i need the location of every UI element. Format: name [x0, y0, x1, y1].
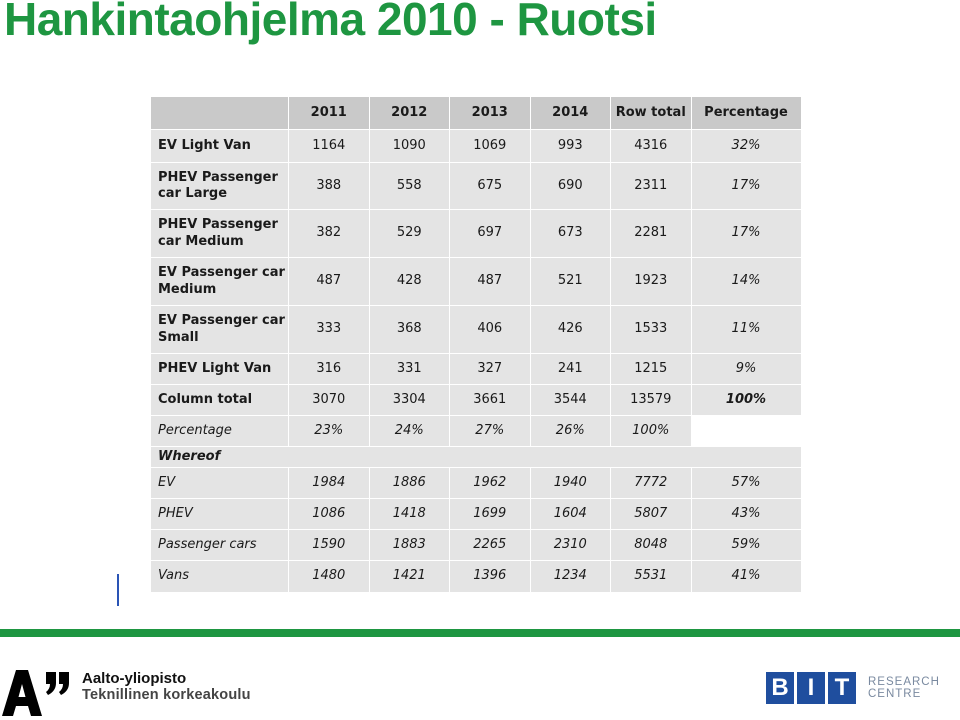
table-cell: 11%	[691, 306, 801, 354]
table-row	[151, 163, 802, 210]
table-row	[151, 258, 802, 306]
table-cell: 7772	[611, 468, 692, 499]
table-row	[151, 468, 802, 499]
table-cell: 1069	[450, 130, 531, 163]
table-cell: 1215	[611, 354, 692, 385]
table-cell: 388	[289, 163, 370, 210]
table-row	[151, 530, 802, 561]
table-cell: 23%	[289, 416, 370, 447]
row-label-text: PHEV Light Van	[158, 360, 272, 376]
row-label: Vans	[151, 561, 289, 593]
header-cell: Percentage	[691, 97, 801, 130]
table-cell: 3661	[450, 385, 531, 416]
whereof-label: Whereof	[151, 447, 802, 468]
table-cell: 2310	[530, 530, 611, 561]
footer-divider	[0, 629, 960, 637]
table-cell: 27%	[450, 416, 531, 447]
row-label	[151, 416, 289, 447]
table-cell: 368	[369, 306, 450, 354]
table-cell: 487	[450, 258, 531, 306]
table-cell: 1923	[611, 258, 692, 306]
table-cell: 26%	[530, 416, 611, 447]
row-label-text: EV Passenger car	[158, 313, 285, 329]
table-cell: 1699	[450, 499, 531, 530]
header-cell: 2013	[450, 97, 531, 130]
table-cell: 406	[450, 306, 531, 354]
table-cell: 558	[369, 163, 450, 210]
header-row	[151, 97, 802, 130]
header-cell: Row total	[611, 97, 692, 130]
table-cell: 17%	[691, 210, 801, 258]
header-cell: 2012	[369, 97, 450, 130]
table-cell: 327	[450, 354, 531, 385]
university-name-line2: Teknillinen korkeakoulu	[82, 687, 251, 704]
table-row	[151, 210, 802, 258]
row-label	[151, 210, 289, 258]
table-cell: 1533	[611, 306, 692, 354]
header-cell	[151, 97, 289, 130]
row-label	[151, 306, 289, 354]
table-cell: 100%	[611, 416, 692, 447]
table-cell: 1962	[450, 468, 531, 499]
table-cell: 13579	[611, 385, 692, 416]
table-cell: 59%	[691, 530, 801, 561]
table-cell: 8048	[611, 530, 692, 561]
row-label-text: PHEV Passenger	[158, 169, 278, 185]
row-label-text: Percentage	[158, 422, 232, 438]
table-cell: 1234	[530, 561, 611, 593]
table-cell: 14%	[691, 258, 801, 306]
table-cell: 241	[530, 354, 611, 385]
row-label-text: Small	[158, 329, 199, 345]
table-cell: 4316	[611, 130, 692, 163]
row-label-text: car Medium	[158, 233, 244, 249]
row-label: PHEV	[151, 499, 289, 530]
university-name-line1: Aalto-yliopisto	[82, 670, 187, 687]
row-label	[151, 385, 289, 416]
row-label	[151, 163, 289, 210]
table-cell: 1421	[369, 561, 450, 593]
bit-logo-letter: B	[766, 672, 794, 704]
table-cell: 1418	[369, 499, 450, 530]
table-cell: 521	[530, 258, 611, 306]
header-cell: 2011	[289, 97, 370, 130]
slide-title: Hankintaohjelma 2010 - Ruotsi	[4, 0, 657, 45]
table-cell: 3070	[289, 385, 370, 416]
table-cell: 1590	[289, 530, 370, 561]
table-cell: 100%	[691, 385, 801, 416]
table-cell: 43%	[691, 499, 801, 530]
table-cell: 333	[289, 306, 370, 354]
table-cell: 993	[530, 130, 611, 163]
row-label-text: EV Passenger car	[158, 265, 285, 281]
bit-logo-letter: T	[828, 672, 856, 704]
table-cell: 1164	[289, 130, 370, 163]
row-label	[151, 258, 289, 306]
percentage-row	[151, 416, 802, 447]
table-cell: 9%	[691, 354, 801, 385]
table-cell: 3304	[369, 385, 450, 416]
table-cell: 2265	[450, 530, 531, 561]
row-label-text: Medium	[158, 281, 217, 297]
table-row	[151, 499, 802, 530]
table-cell: 529	[369, 210, 450, 258]
table-cell: 1984	[289, 468, 370, 499]
text-cursor-mark	[117, 574, 119, 606]
table-cell: 1086	[289, 499, 370, 530]
table-cell: 1396	[450, 561, 531, 593]
table-cell: 382	[289, 210, 370, 258]
table-cell: 1883	[369, 530, 450, 561]
table-cell: 487	[289, 258, 370, 306]
table-row	[151, 306, 802, 354]
table-cell	[691, 416, 801, 447]
table-cell: 1090	[369, 130, 450, 163]
table-cell: 17%	[691, 163, 801, 210]
row-label-text: Column total	[158, 391, 253, 407]
bit-logo-caption	[868, 676, 958, 700]
table-cell: 2281	[611, 210, 692, 258]
table-cell: 1940	[530, 468, 611, 499]
table-cell: 673	[530, 210, 611, 258]
table-cell: 5807	[611, 499, 692, 530]
row-label-text: EV Light Van	[158, 137, 251, 153]
university-name	[82, 670, 251, 704]
row-label	[151, 354, 289, 385]
aalto-logo-icon	[2, 670, 72, 716]
procurement-table	[150, 96, 802, 593]
table-cell: 316	[289, 354, 370, 385]
table-cell: 41%	[691, 561, 801, 593]
table-cell: 24%	[369, 416, 450, 447]
table-cell: 690	[530, 163, 611, 210]
row-label: Passenger cars	[151, 530, 289, 561]
table-cell: 1604	[530, 499, 611, 530]
bit-caption-line2: CENTRE	[868, 688, 922, 701]
bit-caption-line1: RESEARCH	[868, 676, 940, 688]
table-cell: 1886	[369, 468, 450, 499]
table-cell: 3544	[530, 385, 611, 416]
header-cell: 2014	[530, 97, 611, 130]
table-row	[151, 561, 802, 593]
table-cell: 1480	[289, 561, 370, 593]
column-total-row	[151, 385, 802, 416]
table-cell: 57%	[691, 468, 801, 499]
table-cell: 2311	[611, 163, 692, 210]
table-row	[151, 130, 802, 163]
table-cell: 32%	[691, 130, 801, 163]
row-label	[151, 130, 289, 163]
table-cell: 5531	[611, 561, 692, 593]
row-label-text: PHEV Passenger	[158, 217, 278, 233]
row-label-text: car Large	[158, 186, 228, 201]
table-cell: 426	[530, 306, 611, 354]
table-cell: 428	[369, 258, 450, 306]
row-label: EV	[151, 468, 289, 499]
table-row	[151, 354, 802, 385]
table-cell: 675	[450, 163, 531, 210]
table-cell: 331	[369, 354, 450, 385]
table-cell: 697	[450, 210, 531, 258]
whereof-row	[151, 447, 802, 468]
bit-logo-letter: I	[797, 672, 825, 704]
